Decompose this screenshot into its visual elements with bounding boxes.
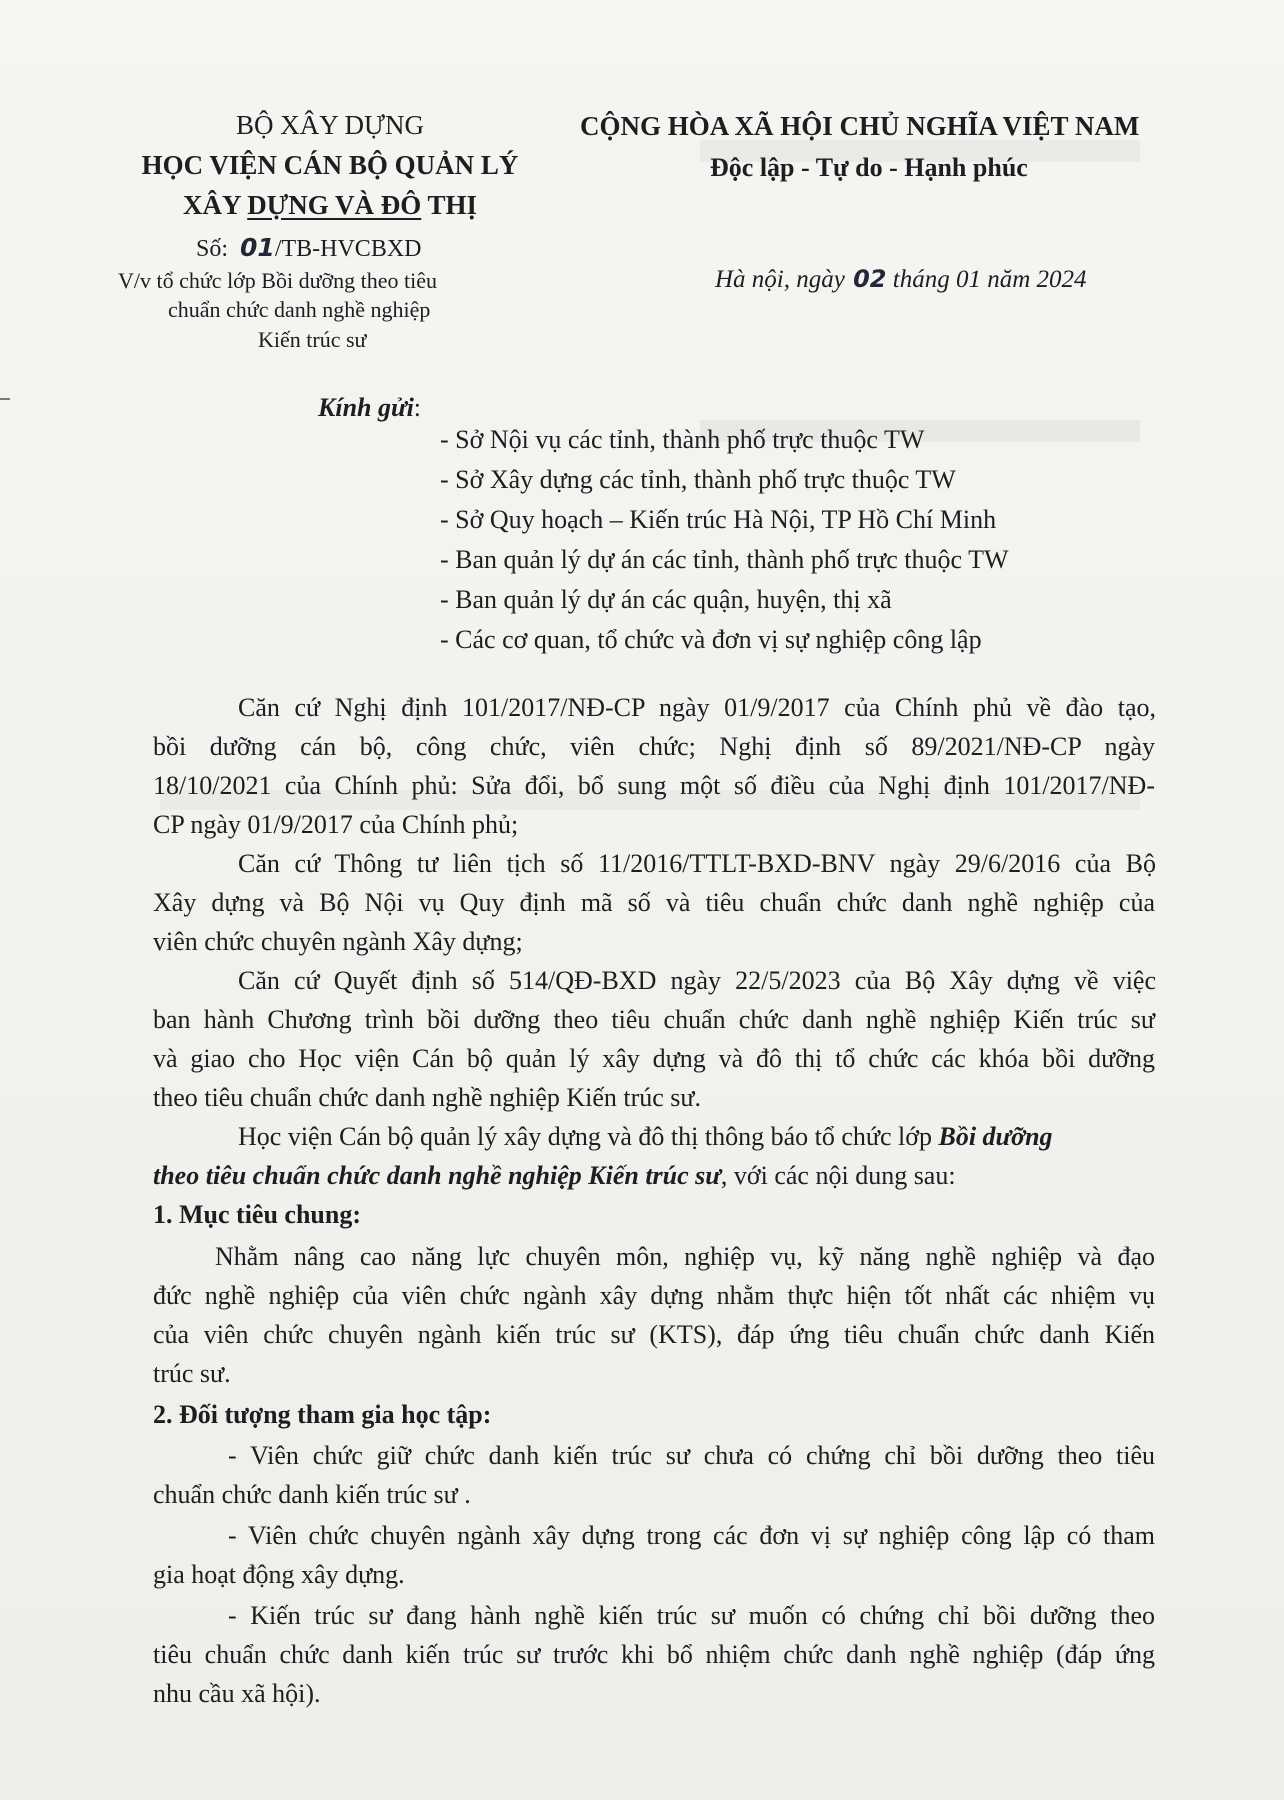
basis-3-line: theo tiêu chuẩn chức danh nghề nghiệp Kiến trúc sư. [153, 1083, 702, 1112]
section-2-item-c: tiêu chuẩn chức danh kiến trúc sư trước khi bổ nhiệm chức danh nghề nghiệp (đáp ứng [153, 1640, 1155, 1669]
recipient-item: - Sở Xây dựng các tỉnh, thành phố trực thuộc TW [440, 465, 956, 494]
section-1-line: Nhằm nâng cao năng lực chuyên môn, nghiệp vụ, kỹ năng nghề nghiệp và đạo [215, 1242, 1155, 1271]
basis-1-line: 18/10/2021 của Chính phủ: Sửa đổi, bổ sung một số điều của Nghị định 101/2017/NĐ- [153, 771, 1155, 800]
motto: Độc lập - Tự do - Hạnh phúc [710, 153, 1028, 182]
date-day-handwritten: 02 [853, 265, 887, 293]
recipient-item: - Các cơ quan, tổ chức và đơn vị sự nghiệp công lập [440, 625, 982, 654]
number-label: Số: [196, 236, 229, 262]
notice-line2-plain: , với các nội dung sau: [720, 1161, 956, 1190]
ministry-name: BỘ XÂY DỰNG [236, 110, 424, 140]
section-2-item-c: - Kiến trúc sư đang hành nghề kiến trúc sư muốn có chứng chỉ bồi dưỡng theo [228, 1601, 1155, 1630]
date-post: tháng 01 năm 2024 [886, 266, 1087, 293]
section-1-heading: 1. Mục tiêu chung: [153, 1200, 361, 1229]
recipients-label [318, 393, 421, 423]
recipient-item: - Ban quản lý dự án các tỉnh, thành phố trực thuộc TW [440, 545, 1009, 574]
section-2-heading: 2. Đối tượng tham gia học tập: [153, 1400, 492, 1429]
academy-line2-pre: XÂY [182, 190, 248, 220]
notice-line1-bold: Bồi dưỡng [938, 1122, 1053, 1151]
section-2-item-a: chuẩn chức danh kiến trúc sư . [153, 1480, 471, 1509]
basis-2-line: viên chức chuyên ngành Xây dựng; [153, 927, 523, 956]
recipient-item: - Sở Nội vụ các tỉnh, thành phố trực thuộc TW [440, 425, 925, 454]
section-2-item-c: nhu cầu xã hội). [153, 1679, 321, 1708]
notice-line2 [153, 1161, 956, 1191]
basis-2-line: Xây dựng và Bộ Nội vụ Quy định mã số và tiêu chuẩn chức danh nghề nghiệp của [153, 888, 1155, 917]
number-handwritten: 01 [240, 233, 275, 262]
issue-date [715, 265, 1087, 294]
basis-3-line: ban hành Chương trình bồi dưỡng theo tiêu chuẩn chức danh nghề nghiệp Kiến trúc sư [153, 1005, 1155, 1034]
recipient-item: - Sở Quy hoạch – Kiến trúc Hà Nội, TP Hồ Chí Minh [440, 505, 997, 534]
academy-name-line2 [110, 190, 550, 221]
document-number [196, 233, 421, 263]
academy-line2-underlined: DỰNG VÀ ĐÔ [247, 190, 422, 220]
notice-line1-plain: Học viện Cán bộ quản lý xây dựng và đô thị thông báo tổ chức lớp [238, 1122, 939, 1151]
number-suffix: /TB-HVCBXD [274, 236, 422, 262]
recipient-item: - Ban quản lý dự án các quận, huyện, thị xã [440, 585, 892, 614]
recipients-colon: : [413, 393, 422, 422]
subject-line1: V/v tổ chức lớp Bồi dưỡng theo tiêu [118, 268, 438, 293]
basis-3-line: Căn cứ Quyết định số 514/QĐ-BXD ngày 22/5/2023 của Bộ Xây dựng về việc [238, 966, 1156, 995]
academy-name-line1: HỌC VIỆN CÁN BỘ QUẢN LÝ [141, 150, 519, 180]
recipients-label-text: Kính gửi [318, 393, 414, 422]
section-2-item-b: gia hoạt động xây dựng. [153, 1560, 405, 1589]
section-2-item-b: - Viên chức chuyên ngành xây dựng trong các đơn vị sự nghiệp công lập có tham [228, 1521, 1155, 1550]
date-pre: Hà nội, ngày [715, 266, 845, 293]
basis-1-line: Căn cứ Nghị định 101/2017/NĐ-CP ngày 01/9/2017 của Chính phủ về đào tạo, [238, 693, 1156, 722]
margin-mark [0, 398, 10, 400]
section-1-line: của viên chức chuyên ngành kiến trúc sư (KTS), đáp ứng tiêu chuẩn chức danh Kiến [153, 1320, 1155, 1349]
basis-3-line: và giao cho Học viện Cán bộ quản lý xây dựng và đô thị tổ chức các khóa bồi dưỡng [153, 1044, 1155, 1073]
basis-2-line: Căn cứ Thông tư liên tịch số 11/2016/TTLT-BXD-BNV ngày 29/6/2016 của Bộ [238, 849, 1156, 878]
notice-line2-bold: theo tiêu chuẩn chức danh nghề nghiệp Kiến trúc sư [153, 1161, 721, 1190]
section-2-item-a: - Viên chức giữ chức danh kiến trúc sư chưa có chứng chỉ bồi dưỡng theo tiêu [228, 1441, 1155, 1470]
basis-1-line: bồi dưỡng cán bộ, công chức, viên chức; Nghị định số 89/2021/NĐ-CP ngày [153, 732, 1155, 761]
academy-line2-post: THỊ [421, 190, 478, 220]
subject-line2: chuẩn chức danh nghề nghiệp [168, 297, 431, 322]
notice-line1 [238, 1122, 1053, 1152]
country-name: CỘNG HÒA XÃ HỘI CHỦ NGHĨA VIỆT NAM [580, 111, 1140, 141]
subject-line3: Kiến trúc sư [258, 327, 367, 352]
basis-1-line: CP ngày 01/9/2017 của Chính phủ; [153, 810, 519, 839]
section-1-line: đức nghề nghiệp của viên chức ngành xây dựng nhằm thực hiện tốt nhất các nhiệm vụ [153, 1281, 1155, 1310]
section-1-line: trúc sư. [153, 1359, 231, 1388]
